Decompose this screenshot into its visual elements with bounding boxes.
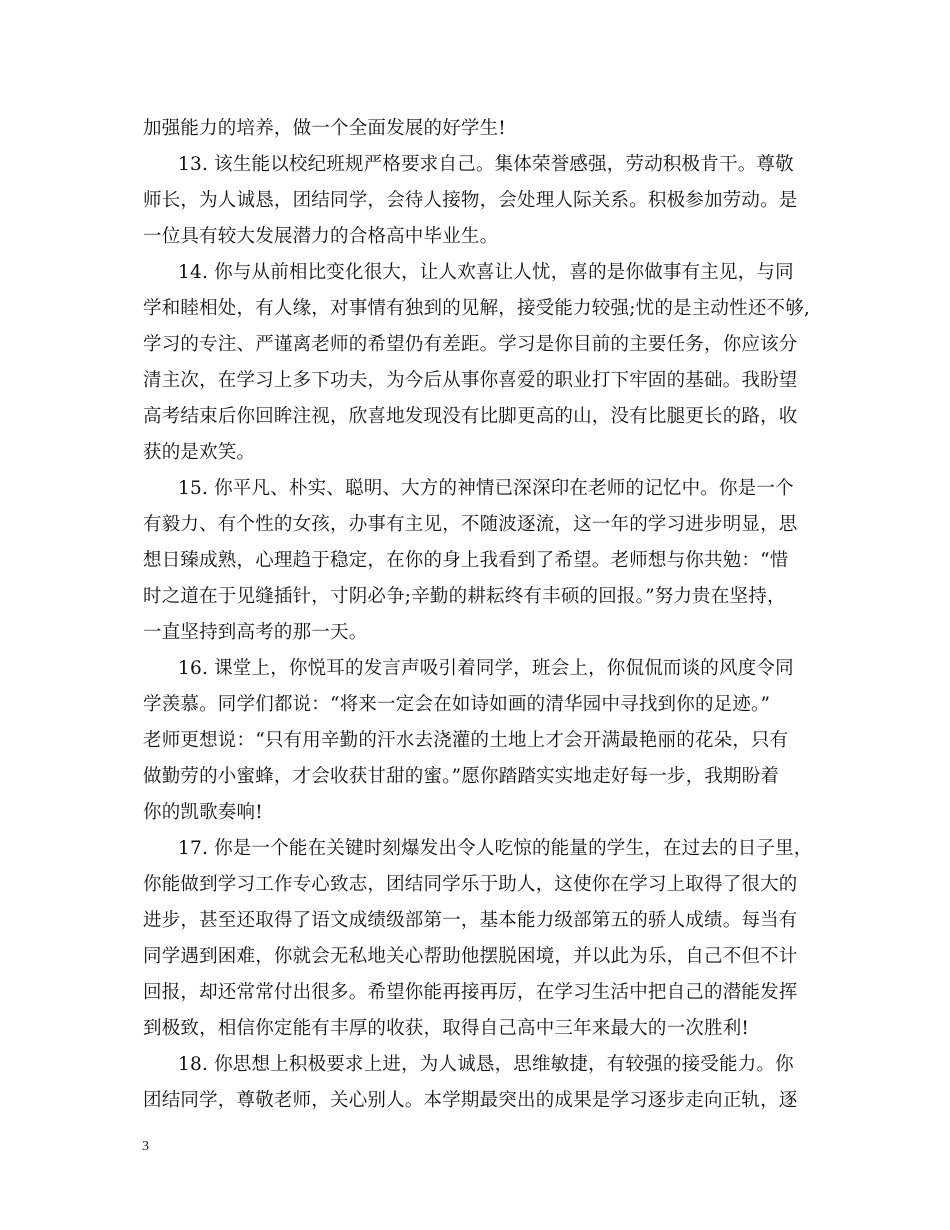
text-line: 学习的专注、严谨离老师的希望仍有差距。学习是你目前的主要任务，你应该分 — [143, 334, 798, 355]
text-line: 一直坚持到高考的那一天。 — [143, 622, 368, 643]
text-line: 老师更想说：“只有用辛勤的汗水去浇灌的土地上才会开满最艳丽的花朵，只有 — [143, 730, 789, 751]
text-line: 16. 课堂上，你悦耳的发言声吸引着同学，班会上，你侃侃而谈的风度令同 — [178, 658, 794, 679]
text-line: 进步，甚至还取得了语文成绩级部第一，基本能力级部第五的骄人成绩。每当有 — [143, 910, 798, 931]
text-line: 清主次，在学习上多下功夫，为今后从事你喜爱的职业打下牢固的基础。我盼望 — [143, 370, 798, 391]
text-line: 你能做到学习工作专心致志，团结同学乐于助人，这使你在学习上取得了很大的 — [143, 874, 798, 895]
text-line: 获的是欢笑。 — [143, 442, 256, 463]
text-line: 团结同学，尊敬老师，关心别人。本学期最突出的成果是学习逐步走向正轨，逐 — [143, 1090, 798, 1111]
text-line: 高考结束后你回眸注视，欣喜地发现没有比脚更高的山，没有比腿更长的路，收 — [143, 406, 798, 427]
text-line: 加强能力的培养，做一个全面发展的好学生! — [143, 118, 506, 139]
text-line: 同学遇到困难，你就会无私地关心帮助他摆脱困境，并以此为乐，自己不但不计 — [143, 946, 798, 967]
text-line: 14. 你与从前相比变化很大，让人欢喜让人忧，喜的是你做事有主见，与同 — [178, 262, 794, 283]
text-line: 学和睦相处，有人缘，对事情有独到的见解，接受能力较强;忧的是主动性还不够, — [143, 298, 811, 319]
text-line: 18. 你思想上积极要求上进，为人诚恳，思维敏捷，有较强的接受能力。你 — [178, 1054, 794, 1075]
text-line: 到极致，相信你定能有丰厚的收获，取得自己高中三年来最大的一次胜利! — [143, 1018, 750, 1039]
text-line: 学羡慕。同学们都说：“将来一定会在如诗如画的清华园中寻找到你的足迹。” — [143, 694, 771, 715]
text-line: 15. 你平凡、朴实、聪明、大方的神情已深深印在老师的记忆中。你是一个 — [178, 478, 794, 499]
text-line: 你的凯歌奏响! — [143, 802, 263, 823]
text-line: 一位具有较大发展潜力的合格高中毕业生。 — [143, 226, 499, 247]
text-line: 时之道在于见缝插针，寸阴必争;辛勤的耕耘终有丰硕的回报。”努力贵在坚持， — [143, 586, 786, 607]
text-line: 回报，却还常常付出很多。希望你能再接再厉，在学习生活中把自己的潜能发挥 — [143, 982, 798, 1003]
text-line: 17. 你是一个能在关键时刻爆发出令人吃惊的能量的学生，在过去的日子里， — [178, 838, 813, 859]
text-line: 师长，为人诚恳，团结同学，会待人接物，会处理人际关系。积极参加劳动。是 — [143, 190, 798, 211]
text-line: 想日臻成熟，心理趋于稳定，在你的身上我看到了希望。老师想与你共勉：“惜 — [143, 550, 789, 571]
page-number: 3 — [142, 1139, 149, 1154]
text-line: 做勤劳的小蜜蜂，才会收获甘甜的蜜。”愿你踏踏实实地走好每一步，我期盼着 — [143, 766, 780, 787]
text-line: 有毅力、有个性的女孩，办事有主见，不随波逐流，这一年的学习进步明显，思 — [143, 514, 798, 535]
text-line: 13. 该生能以校纪班规严格要求自己。集体荣誉感强，劳动积极肯干。尊敬 — [178, 154, 794, 175]
